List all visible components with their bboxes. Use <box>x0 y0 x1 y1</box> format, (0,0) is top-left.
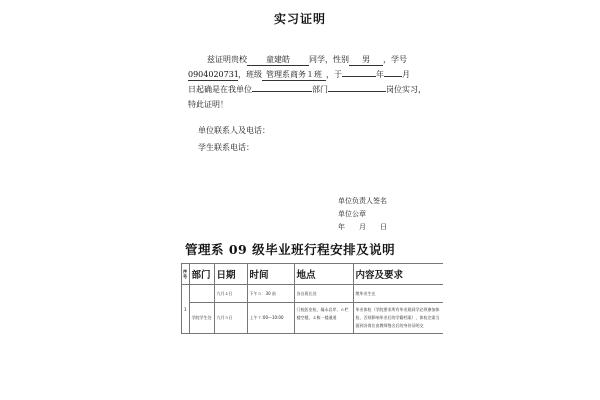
row-time-cell: 下午５：30 前 <box>247 285 294 303</box>
row-date-cell: 九月５日 <box>214 303 247 334</box>
col-content-header: 内容及要求 <box>353 264 443 285</box>
date-month-label: 月 <box>359 223 366 231</box>
col-date-header: 日期 <box>214 264 247 285</box>
line3-day-label: 日起确是在我单位 <box>188 85 252 94</box>
certificate-title: 实习证明 <box>273 12 326 26</box>
certificate-line-2 <box>188 70 410 81</box>
row-seq-cell: 1 <box>182 285 190 334</box>
row-place-cell: 门校医室检，凝永岩岸、６栏楼空楼，４栋一楼通道 <box>294 303 353 334</box>
row-dept-cell <box>189 285 214 303</box>
line3-dept-label: 部门 <box>312 85 328 94</box>
certificate-closing: 特此证明！ <box>188 100 228 109</box>
certificate-line-3 <box>188 85 426 95</box>
line2-year-label: 年 <box>376 70 384 79</box>
schedule-table <box>181 263 443 334</box>
line2-month-label: 月 <box>402 70 410 79</box>
sign-date <box>338 222 387 232</box>
col-place-header: 地点 <box>294 264 353 285</box>
line3-post-label: 岗位实习， <box>386 85 426 94</box>
date-year-label: 年 <box>338 223 345 231</box>
unit-name-blank <box>252 91 312 92</box>
unit-contact-label: 单位联系人及电话： <box>198 126 270 135</box>
certificate-line-1 <box>207 55 407 66</box>
line1-student-no-label: ，学号 <box>383 55 407 64</box>
start-month-blank <box>384 76 402 77</box>
table-header-row <box>182 264 444 285</box>
signer-label: 单位负责人签名 <box>338 197 387 205</box>
schedule-title: 管理系 09 级毕业班行程安排及说明 <box>185 242 396 257</box>
post-blank <box>328 91 386 92</box>
col-dept-header: 部门 <box>189 264 214 285</box>
row-content-cell: 缴毕业生在 <box>353 285 443 303</box>
class-name: 管理系商务１班 <box>262 70 326 81</box>
start-year-blank <box>342 76 376 77</box>
line1-prefix: 兹证明贵校 <box>207 55 247 64</box>
line1-classmate-label: 同学，性别 <box>309 55 349 64</box>
row-date-cell: 九月４日 <box>214 285 247 303</box>
student-number: 0904020731 <box>188 70 239 79</box>
col-seq-header: 序号 <box>182 264 190 285</box>
row-content-cell: 毕业体检（学院要求所有毕业班同学必须参加体检，否则影响毕业后的学籍档案），体检完需当面到各岗位由教师签名后的身份证明交 <box>353 303 443 334</box>
row-dept-cell: 学院学生处 <box>189 303 214 334</box>
student-gender: 男 <box>349 55 383 66</box>
row-time-cell: 上午７:00—10:00 <box>247 303 294 334</box>
student-name: 童建皓 <box>247 55 309 66</box>
col-time-header: 时间 <box>247 264 294 285</box>
line2-from-label: ，于 <box>326 70 342 79</box>
table-row <box>182 285 444 303</box>
student-contact-label: 学生联系电话： <box>198 143 254 152</box>
seal-label: 单位公章 <box>338 210 366 218</box>
line2-class-label: ，班级 <box>238 70 262 79</box>
table-row <box>182 303 444 334</box>
row-place-cell: 各自班长处 <box>294 285 353 303</box>
date-day-label: 日 <box>380 223 387 231</box>
